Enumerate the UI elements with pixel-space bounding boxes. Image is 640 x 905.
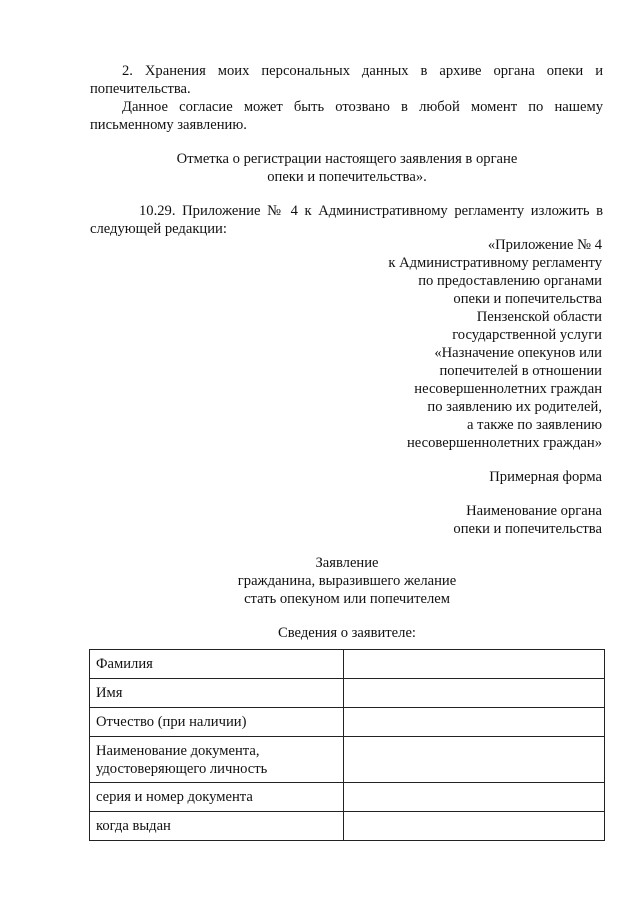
- paragraph-line: следующей редакции:: [90, 221, 227, 237]
- appendix-line: «Приложение № 4: [487, 237, 602, 253]
- applicant-info-table: [89, 649, 605, 841]
- table-cell-label: Имя: [90, 679, 344, 708]
- table-cell-value[interactable]: [344, 783, 605, 812]
- registration-note-line: опеки и попечительства».: [267, 169, 427, 185]
- form-label: Примерная форма: [489, 469, 602, 485]
- document-subtitle: стать опекуном или попечителем: [244, 591, 450, 607]
- applicant-section-heading: Сведения о заявителе:: [278, 625, 416, 641]
- table-row: [90, 708, 605, 737]
- appendix-line: опеки и попечительства: [453, 291, 602, 307]
- table-cell-label: Отчество (при наличии): [90, 708, 344, 737]
- table-row: [90, 737, 605, 783]
- appendix-line: по заявлению их родителей,: [427, 399, 602, 415]
- document-title: Заявление: [315, 555, 379, 571]
- table-cell-value[interactable]: [344, 679, 605, 708]
- table-cell-value[interactable]: [344, 708, 605, 737]
- appendix-line: несовершеннолетних граждан: [414, 381, 602, 397]
- paragraph-line: письменному заявлению.: [90, 117, 247, 133]
- authority-line: опеки и попечительства: [453, 521, 602, 537]
- appendix-line: «Назначение опекунов или: [434, 345, 602, 361]
- authority-line: Наименование органа: [466, 503, 602, 519]
- appendix-line: по предоставлению органами: [418, 273, 602, 289]
- table-cell-value[interactable]: [344, 737, 605, 783]
- table-row: [90, 783, 605, 812]
- table-row: [90, 679, 605, 708]
- appendix-line: государственной услуги: [452, 327, 602, 343]
- table-row: [90, 812, 605, 841]
- document-subtitle: гражданина, выразившего желание: [237, 573, 457, 589]
- table-row: [90, 650, 605, 679]
- appendix-line: а также по заявлению: [467, 417, 602, 433]
- table-cell-label: Наименование документа, удостоверяющего личность: [90, 737, 344, 783]
- paragraph-line: попечительства.: [90, 81, 191, 97]
- table-cell-label: Фамилия: [90, 650, 344, 679]
- paragraph-line: Данное согласие может быть отозвано в любой момент по нашему: [122, 99, 603, 115]
- appendix-line: Пензенской области: [476, 309, 602, 325]
- table-cell-value[interactable]: [344, 812, 605, 841]
- appendix-line: к Административному регламенту: [388, 255, 602, 271]
- appendix-line: попечителей в отношении: [439, 363, 602, 379]
- registration-note-line: Отметка о регистрации настоящего заявления в органе: [176, 151, 518, 167]
- table-cell-label: когда выдан: [90, 812, 344, 841]
- paragraph-line: 10.29. Приложение № 4 к Административному регламенту изложить в: [139, 203, 603, 219]
- table-cell-value[interactable]: [344, 650, 605, 679]
- table-cell-label: серия и номер документа: [90, 783, 344, 812]
- appendix-line: несовершеннолетних граждан»: [407, 435, 602, 451]
- paragraph-line: 2. Хранения моих персональных данных в архиве органа опеки и: [122, 63, 603, 79]
